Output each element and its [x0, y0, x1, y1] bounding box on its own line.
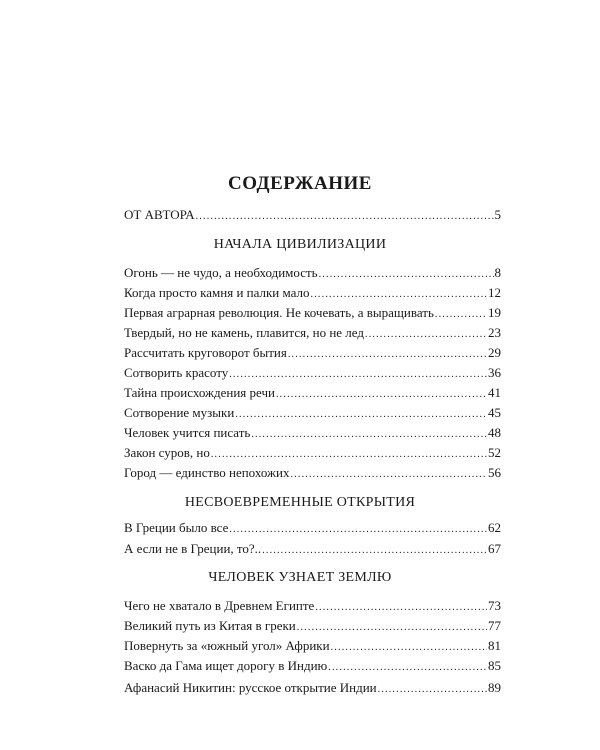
dot-leader: [435, 306, 487, 324]
toc-entry-label: Васко да Гама ищет дорогу в Индию: [124, 658, 328, 673]
toc-entry: [124, 679, 501, 697]
toc-entry-page: 52: [488, 445, 501, 460]
toc-entry-page: 77: [488, 618, 501, 633]
toc-entry-label: Твердый, но не камень, плавится, но не лед: [124, 325, 364, 340]
toc-entry: [124, 264, 501, 282]
toc-entry: [124, 519, 501, 537]
toc-entry-page: 45: [488, 405, 501, 420]
toc-entry: [124, 444, 501, 462]
dot-leader: [229, 521, 487, 539]
dot-leader: [331, 639, 487, 657]
toc-entry-page: 41: [488, 385, 501, 400]
section-heading-1: НАЧАЛА ЦИВИЛИЗАЦИИ: [213, 237, 387, 252]
dot-leader: [211, 446, 487, 464]
toc-entry-label: Сотворение музыки: [124, 405, 235, 420]
toc-entry-page: 89: [488, 680, 501, 695]
toc-entry-label: Когда просто камня и палки мало: [124, 285, 310, 300]
dot-leader: [290, 466, 487, 484]
toc-entry-label: ОТ АВТОРА: [124, 207, 195, 222]
toc-entry-label: Великий путь из Китая в греки: [124, 618, 296, 633]
toc-entry-label: Афанасий Никитин: русское открытие Индии: [124, 680, 377, 695]
page-title: СОДЕРЖАНИЕ: [228, 173, 372, 194]
toc-entry: [124, 657, 501, 675]
toc-entry-label: А если не в Греции, то?..: [124, 541, 262, 556]
toc-entry-label: Рассчитать круговорот бытия: [124, 345, 287, 360]
dot-leader: [251, 426, 487, 444]
toc-entry: [124, 597, 501, 615]
dot-leader: [288, 346, 487, 364]
dot-leader: [276, 386, 487, 404]
dot-leader: [297, 619, 487, 637]
toc-entry-page: 56: [488, 465, 501, 480]
toc-entry: [124, 324, 501, 342]
toc-entry: [124, 344, 501, 362]
dot-leader: [365, 326, 487, 344]
dot-leader: [229, 366, 487, 384]
toc-entry: [124, 464, 501, 482]
toc-entry-label: Чего не хватало в Древнем Египте: [124, 598, 315, 613]
toc-entry-intro: [124, 206, 501, 224]
toc-entry-label: Закон суров, но: [124, 445, 210, 460]
toc-entry: [124, 284, 501, 302]
dot-leader: [315, 599, 487, 617]
toc-entry-page: 81: [488, 638, 501, 653]
section-heading-3: ЧЕЛОВЕК УЗНАЕТ ЗЕМЛЮ: [208, 570, 392, 585]
dot-leader: [378, 681, 487, 699]
toc-entry-label: Первая аграрная революция. Не кочевать, а выращивать: [124, 305, 434, 320]
toc-entry: [124, 424, 501, 442]
dot-leader: [235, 406, 487, 424]
toc-entry: [124, 617, 501, 635]
dot-leader: [328, 659, 487, 677]
toc-entry-label: Человек учится писать: [124, 425, 251, 440]
toc-entry-label: В Греции было все: [124, 520, 229, 535]
toc-entry-page: 29: [488, 345, 501, 360]
toc-entry-page: 23: [488, 325, 501, 340]
toc-entry-page: 85: [488, 658, 501, 673]
toc-entry: [124, 540, 501, 558]
toc-entry-page: 12: [488, 285, 501, 300]
toc-entry-page: 5: [494, 207, 501, 222]
toc-entry-label: Тайна происхождения речи: [124, 385, 275, 400]
toc-entry: [124, 364, 501, 382]
toc-entry: [124, 637, 501, 655]
toc-entry-label: Повернуть за «южный угол» Африки: [124, 638, 330, 653]
toc-entry-page: 48: [488, 425, 501, 440]
dot-leader: [196, 208, 494, 226]
toc-entry-label: Сотворить красоту: [124, 365, 229, 380]
toc-entry-page: 73: [488, 598, 501, 613]
section-heading-2: НЕСВОЕВРЕМЕННЫЕ ОТКРЫТИЯ: [184, 495, 416, 510]
dot-leader: [262, 542, 487, 560]
toc-entry-page: 8: [494, 265, 501, 280]
toc-entry: [124, 304, 501, 322]
toc-entry-page: 62: [488, 520, 501, 535]
toc-entry-page: 19: [488, 305, 501, 320]
toc-entry-page: 36: [488, 365, 501, 380]
toc-entry: [124, 384, 501, 402]
dot-leader: [311, 286, 487, 304]
dot-leader: [319, 266, 494, 284]
toc-entry-label: Город — единство непохожих: [124, 465, 290, 480]
toc-entry: [124, 404, 501, 422]
toc-entry-label: Огонь — не чудо, а необходимость: [124, 265, 318, 280]
toc-entry-page: 67: [488, 541, 501, 556]
